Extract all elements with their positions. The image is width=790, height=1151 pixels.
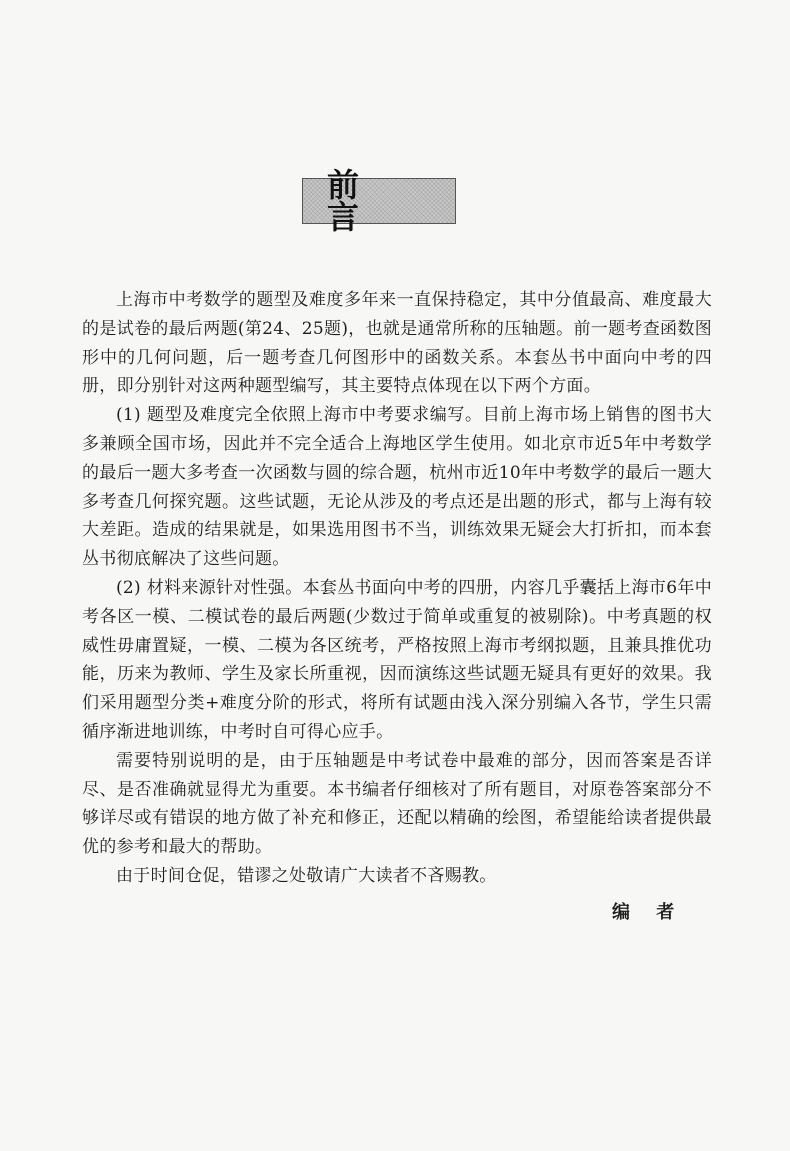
- paragraph-special-note: 需要特别说明的是，由于压轴题是中考试卷中最难的部分，因而答案是否详尽、是否准确就显得尤为重要。本书编者仔细核对了所有题目，对原卷答案部分不够详尽或有错误的地方做了补充和修正，还配以精确的绘图，希望能给读者提供最优的参考和最大的帮助。: [82, 750, 712, 858]
- paragraph-point-2: (2) 材料来源针对性强。本套丛书面向中考的四册，内容几乎囊括上海市6年中考各区一模、二模试卷的最后两题(少数过于简单或重复的被剔除)。中考真题的权威性毋庸置疑，一模、二模为各区统考，严格按照上海市考纲拟题，且兼具推优功能，历来为教师、学生及家长所重视，因而演练这些试题无疑具有更好的效果。我们采用题型分类+难度分阶的形式，将所有试题由浅入深分别编入各节，学生只需循序渐进地训练，中考时自可得心应手。: [82, 577, 712, 742]
- paragraph-point-1: (1) 题型及难度完全依照上海市中考要求编写。目前上海市场上销售的图书大多兼顾全国市场，因此并不完全适合上海地区学生使用。如北京市近5年中考数学的最后一题大多考查一次函数与圆的综合题，杭州市近10年中考数学的最后一题大多考查几何探究题。这些试题，无论从涉及的考点还是出题的形式，都与上海有较大差距。造成的结果就是，如果选用图书不当，训练效果无疑会大打折扣，而本套丛书彻底解决了这些问题。: [82, 405, 712, 570]
- preface-title-box: [302, 166, 456, 236]
- page-title: 前 言: [327, 166, 384, 236]
- preface-body: [82, 286, 712, 891]
- paragraph-closing: 由于时间仓促，错谬之处敬请广大读者不吝赐教。: [116, 865, 497, 886]
- author-signature: 编 者: [612, 902, 685, 923]
- paragraph-intro: 上海市中考数学的题型及难度多年来一直保持稳定，其中分值最高、难度最大的是试卷的最后两题(第24、25题)，也就是通常所称的压轴题。前一题考查函数图形中的几何问题，后一题考查几何图形中的函数关系。本套丛书中面向中考的四册，即分别针对这两种题型编写，其主要特点体现在以下两个方面。: [82, 290, 712, 397]
